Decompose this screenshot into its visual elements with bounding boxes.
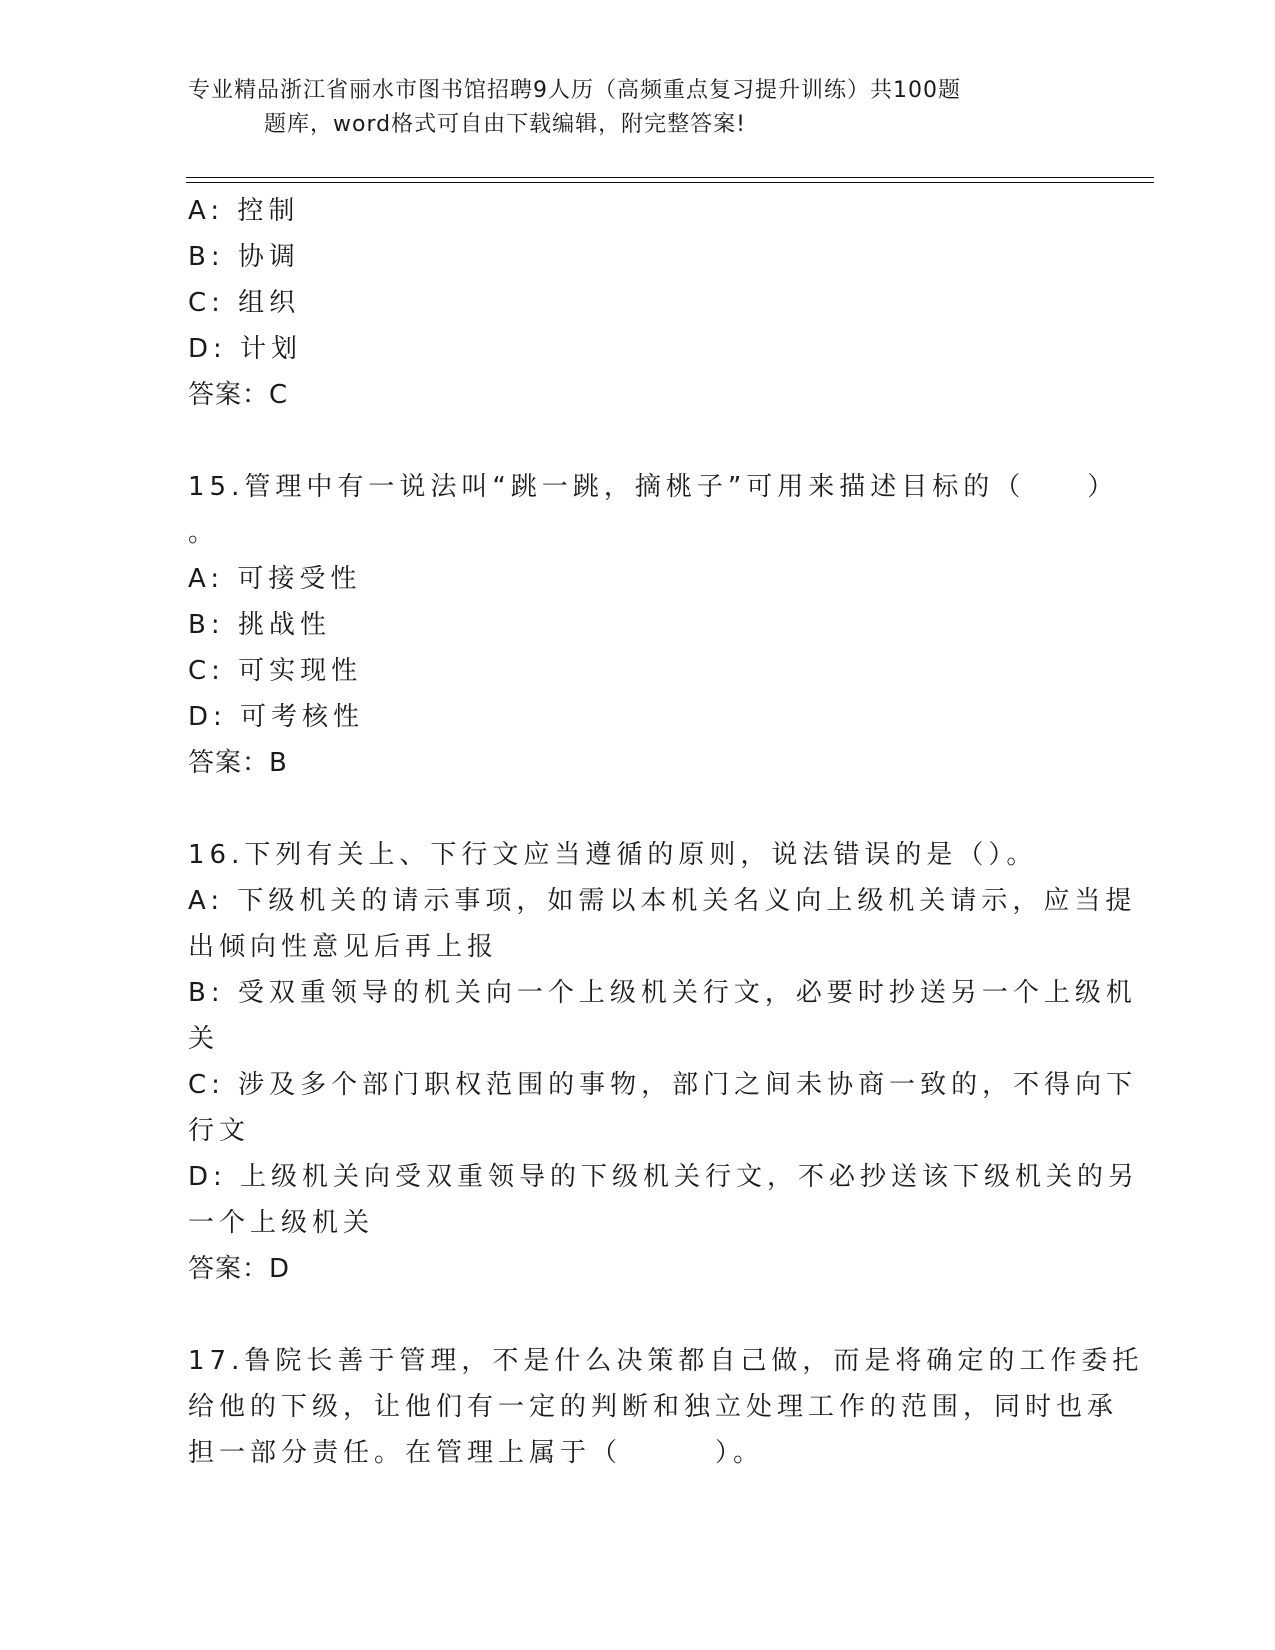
question-16-option-a-line-1: A: 下级机关的请示事项，如需以本机关名义向上级机关请示，应当提 — [188, 886, 1137, 916]
question-16-option-c-line-2: 行文 — [188, 1116, 251, 1146]
question-content — [188, 188, 1144, 1476]
question-14-option-b: B: 协调 — [188, 242, 300, 272]
question-14-answer: 答案：C — [188, 380, 289, 410]
question-15-option-d: D: 可考核性 — [188, 702, 365, 732]
question-16-option-a-line-2: 出倾向性意见后再上报 — [188, 932, 499, 962]
question-16-option-b-line-2: 关 — [188, 1024, 220, 1054]
question-15-option-a: A: 可接受性 — [188, 564, 362, 594]
question-14-option-c: C: 组织 — [188, 288, 301, 318]
question-15-option-c: C: 可实现性 — [188, 656, 363, 686]
question-14-option-d: D: 计划 — [188, 334, 303, 364]
header-divider-top — [186, 177, 1154, 178]
question-15-stem-line-2: 。 — [188, 518, 220, 548]
question-16-option-d-line-2: 一个上级机关 — [188, 1208, 375, 1238]
question-15-block — [188, 464, 1119, 786]
question-16-block — [188, 832, 1140, 1292]
question-14-option-a: A: 控制 — [188, 196, 300, 226]
spacer — [188, 418, 1088, 464]
question-17-stem-line-3: 担一部分责任。在管理上属于（ ）。 — [188, 1438, 765, 1468]
header-divider-bottom — [186, 182, 1154, 183]
spacer — [188, 786, 1088, 832]
question-17-stem-line-1: 17.鲁院长善于管理，不是什么决策都自己做，而是将确定的工作委托 — [188, 1346, 1144, 1376]
spacer — [188, 1292, 1088, 1338]
question-16-stem: 16.下列有关上、下行文应当遵循的原则，说法错误的是（）。 — [188, 840, 1038, 870]
question-16-option-b-line-1: B: 受双重领导的机关向一个上级机关行文，必要时抄送另一个上级机 — [188, 978, 1137, 1008]
question-16-option-c-line-1: C: 涉及多个部门职权范围的事物，部门之间未协商一致的，不得向下 — [188, 1070, 1138, 1100]
question-15-answer: 答案：B — [188, 748, 288, 778]
question-16-answer: 答案：D — [188, 1254, 291, 1284]
header-title-line-2: 题库，word格式可自由下载编辑，附完整答案! — [264, 112, 746, 137]
document-header — [188, 74, 1068, 142]
header-title-line-1: 专业精品浙江省丽水市图书馆招聘9人历（高频重点复习提升训练）共100题 — [188, 78, 961, 103]
question-14-block — [188, 188, 1088, 418]
question-17-stem-line-2: 给他的下级，让他们有一定的判断和独立处理工作的范围，同时也承 — [188, 1392, 1119, 1422]
question-15-option-b: B: 挑战性 — [188, 610, 331, 640]
question-16-option-d-line-1: D: 上级机关向受双重领导的下级机关行文，不必抄送该下级机关的另 — [188, 1162, 1140, 1192]
question-15-stem-line-1: 15.管理中有一说法叫“跳一跳，摘桃子”可用来描述目标的（ ） — [188, 472, 1119, 502]
question-17-block — [188, 1338, 1144, 1476]
